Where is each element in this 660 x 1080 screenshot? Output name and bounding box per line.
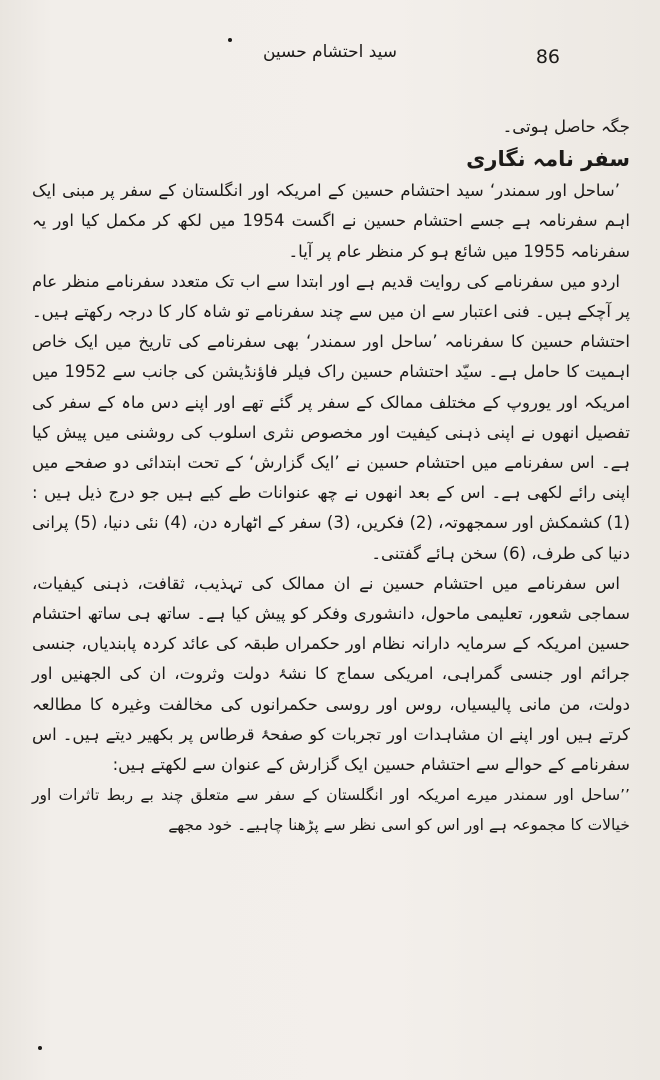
paragraph-3: اس سفرنامے میں احتشام حسین نے ان ممالک کی تہذیب، ثقافت، ذہنی کیفیات، سماجی شعور، تعلیمی ماحول، دانشوری وفکر کو پیش کیا ہے۔ ساتھ ہی ساتھ احتشام حسین امریکہ کے سرمایہ دارانہ نظام اور حکمراں طبقہ کی عائد کردہ پابندیاں، جنسی جرائم اور جنسی گمراہی، امریکی سماج کا نشۂ دولت وثروت، ان کی الجھنیں اور دولت، من مانی پالیسیاں، روس اور روسی حکمرانوں کی مخالفت وغیرہ کا مطالعہ کرتے ہیں اور اپنے ان مشاہدات اور تجربات کو صفحۂ قرطاس پر بکھیر دیتے ہیں۔ اس سفرنامے کے حوالے سے احتشام حسین ایک گزارش کے عنوان سے لکھتے ہیں: — [32, 573, 630, 775]
continuation-line: جگہ حاصل ہوتی۔ — [502, 117, 630, 136]
ink-speck — [38, 1046, 42, 1050]
running-head: سید احتشام حسین — [262, 42, 398, 62]
paragraph-2: اردو میں سفرنامے کی روایت قدیم ہے اور ابتدا سے اب تک متعدد سفرنامے منظر عام پر آچکے ہیں۔ فنی اعتبار سے ان میں سے چند سفرنامے تو شاہ کار کا درجہ رکھتے ہیں۔ احتشام حسین کا سفرنامہ ’ساحل اور سمندر‘ بھی سفرنامے کی تاریخ میں ایک خاص اہمیت کا حامل ہے۔ سیّد احتشام حسین راک فیلر فاؤنڈیشن کی جانب سے 1952 میں امریکہ اور یوروپ کے مختلف ممالک کے سفر پر گئے تھے اور اپنے دس ماہ کے سفر کی تفصیل انھوں نے اپنی ذہنی کیفیت اور مخصوص نثری اسلوب کی روشنی میں پیش کیا ہے۔ اس سفرنامے میں احتشام حسین نے ’ایک گزارش‘ کے تحت ابتدائی دو صفحے میں اپنی رائے لکھی ہے۔ اس کے بعد انھوں نے چھ عنوانات طے کیے ہیں جو درج ذیل ہیں : (1) کشمکش اور سمجھوتہ، (2) فکریں، (3) سفر کے اٹھارہ دن، (4) نئی دنیا، (5) پرانی دنیا کی طرف، (6) سخن ہائے گفتنی۔ — [32, 271, 631, 563]
page-number: 86 — [535, 46, 560, 68]
ink-speck — [228, 38, 232, 42]
page-header — [60, 42, 600, 72]
section-heading: سفر نامہ نگاری — [466, 147, 630, 172]
paragraph-1: ’ساحل اور سمندر‘ سید احتشام حسین کے امریکہ اور انگلستان کے سفر پر مبنی ایک اہم سفرنامہ ہے جسے احتشام حسین نے اگست 1954 میں لکھ کر مکمل کیا اور یہ سفرنامہ 1955 میں شائع ہو کر منظر عام پر آیا۔ — [32, 181, 630, 261]
page-body — [32, 112, 630, 840]
block-quote: ’’ساحل اور سمندر میرے امریکہ اور انگلستان کے سفر سے متعلق چند بے ربط تاثرات اور خیالات کا مجموعہ ہے اور اس کو اسی نظر سے پڑھنا چاہیے۔ خود مجھے — [32, 786, 630, 835]
